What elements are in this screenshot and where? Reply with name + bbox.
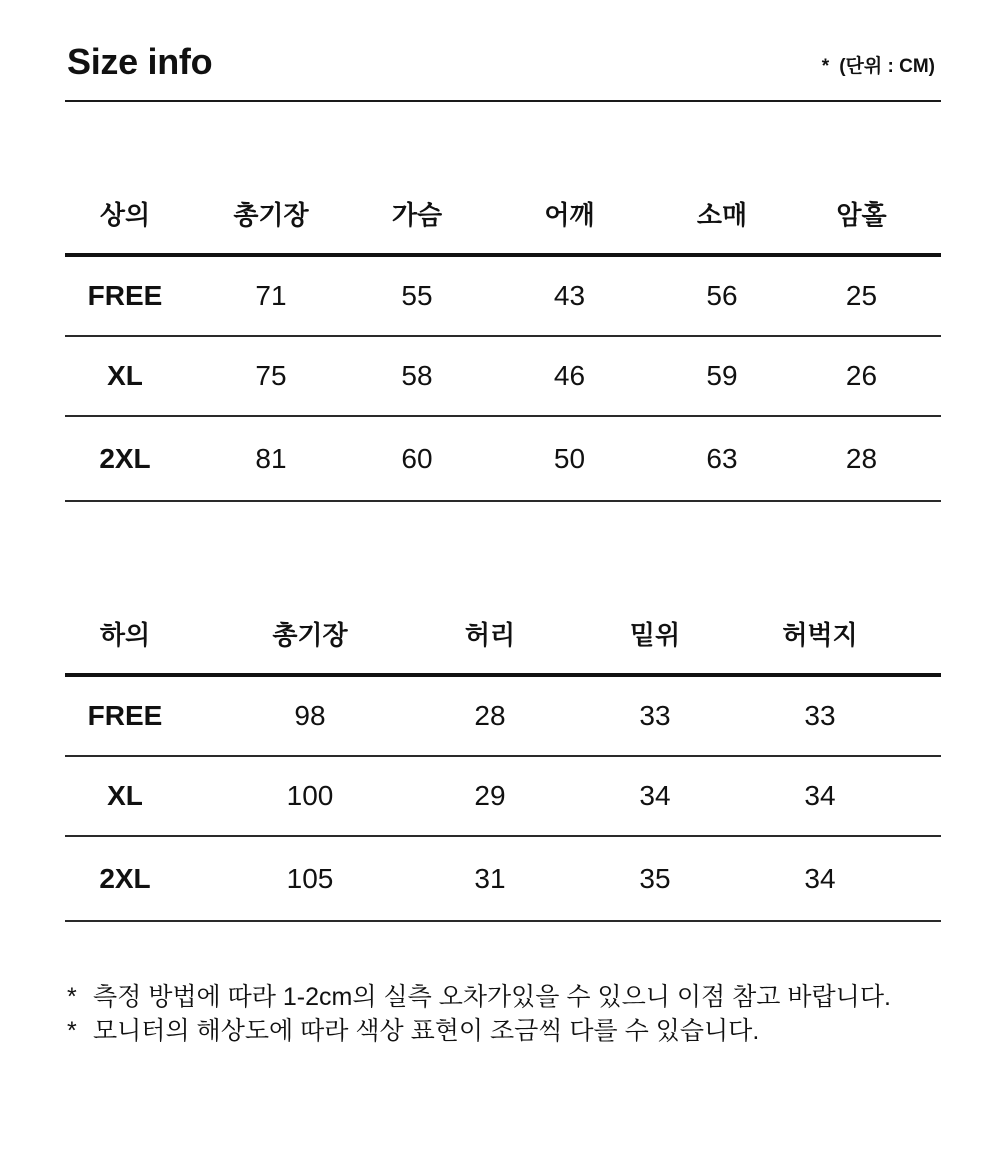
table-header-row bbox=[65, 593, 941, 675]
table-cell: 31 bbox=[435, 836, 545, 921]
table-cell: 26 bbox=[782, 336, 941, 416]
column-header-rise: 밑위 bbox=[545, 593, 765, 675]
table-cell: 50 bbox=[477, 416, 662, 501]
table-row bbox=[65, 416, 941, 501]
page-title: Size info bbox=[67, 41, 213, 82]
table-cell: 43 bbox=[477, 255, 662, 336]
table-cell: 29 bbox=[435, 756, 545, 836]
note-star: * bbox=[67, 983, 77, 1011]
table-cell-empty bbox=[875, 836, 941, 921]
note-text: 모니터의 해상도에 따라 색상 표현이 조금씩 다를 수 있습니다. bbox=[93, 1017, 760, 1045]
column-header-total-length: 총기장 bbox=[185, 173, 357, 255]
size-label: FREE bbox=[65, 675, 185, 756]
table-cell: 100 bbox=[185, 756, 435, 836]
size-info-header bbox=[65, 40, 941, 102]
table-cell: 34 bbox=[765, 836, 875, 921]
size-label: FREE bbox=[65, 255, 185, 336]
table-cell: 33 bbox=[765, 675, 875, 756]
table-cell: 75 bbox=[185, 336, 357, 416]
size-label: 2XL bbox=[65, 836, 185, 921]
table-row bbox=[65, 756, 941, 836]
table-cell: 71 bbox=[185, 255, 357, 336]
table-cell: 46 bbox=[477, 336, 662, 416]
column-header-category: 상의 bbox=[65, 173, 185, 255]
table-cell: 34 bbox=[765, 756, 875, 836]
column-header-sleeve: 소매 bbox=[662, 173, 782, 255]
column-header-armhole: 암홀 bbox=[782, 173, 941, 255]
note-line bbox=[67, 1014, 947, 1048]
table-cell: 34 bbox=[545, 756, 765, 836]
table-cell: 33 bbox=[545, 675, 765, 756]
table-cell: 59 bbox=[662, 336, 782, 416]
note-line bbox=[67, 980, 947, 1014]
table-cell: 55 bbox=[357, 255, 477, 336]
size-label: 2XL bbox=[65, 416, 185, 501]
table-cell: 56 bbox=[662, 255, 782, 336]
table-cell: 98 bbox=[185, 675, 435, 756]
table-cell: 25 bbox=[782, 255, 941, 336]
table-cell: 28 bbox=[782, 416, 941, 501]
column-header-shoulder: 어깨 bbox=[477, 173, 662, 255]
unit-note-star: * bbox=[821, 56, 830, 77]
measurement-notes bbox=[67, 980, 947, 1048]
table-header-row bbox=[65, 173, 941, 255]
note-text: 측정 방법에 따라 1-2cm의 실측 오차가있을 수 있으니 이점 참고 바랍니다. bbox=[93, 983, 891, 1011]
unit-note bbox=[822, 54, 935, 80]
note-star: * bbox=[67, 1017, 77, 1045]
column-header-category: 하의 bbox=[65, 593, 185, 675]
table-row bbox=[65, 336, 941, 416]
table-cell: 35 bbox=[545, 836, 765, 921]
top-size-table bbox=[65, 173, 941, 502]
unit-note-text: (단위 : CM) bbox=[839, 56, 935, 77]
column-header-waist: 허리 bbox=[435, 593, 545, 675]
size-label: XL bbox=[65, 336, 185, 416]
size-label: XL bbox=[65, 756, 185, 836]
column-header-total-length: 총기장 bbox=[185, 593, 435, 675]
table-row bbox=[65, 675, 941, 756]
table-cell-empty bbox=[875, 756, 941, 836]
table-cell: 81 bbox=[185, 416, 357, 501]
bottom-size-table bbox=[65, 593, 941, 922]
table-cell: 60 bbox=[357, 416, 477, 501]
table-cell: 58 bbox=[357, 336, 477, 416]
column-header-thigh: 허벅지 bbox=[765, 593, 875, 675]
table-row bbox=[65, 255, 941, 336]
table-cell-empty bbox=[875, 675, 941, 756]
table-cell: 63 bbox=[662, 416, 782, 501]
table-cell: 105 bbox=[185, 836, 435, 921]
table-cell: 28 bbox=[435, 675, 545, 756]
table-row bbox=[65, 836, 941, 921]
column-header-empty bbox=[875, 593, 941, 675]
column-header-chest: 가슴 bbox=[357, 173, 477, 255]
